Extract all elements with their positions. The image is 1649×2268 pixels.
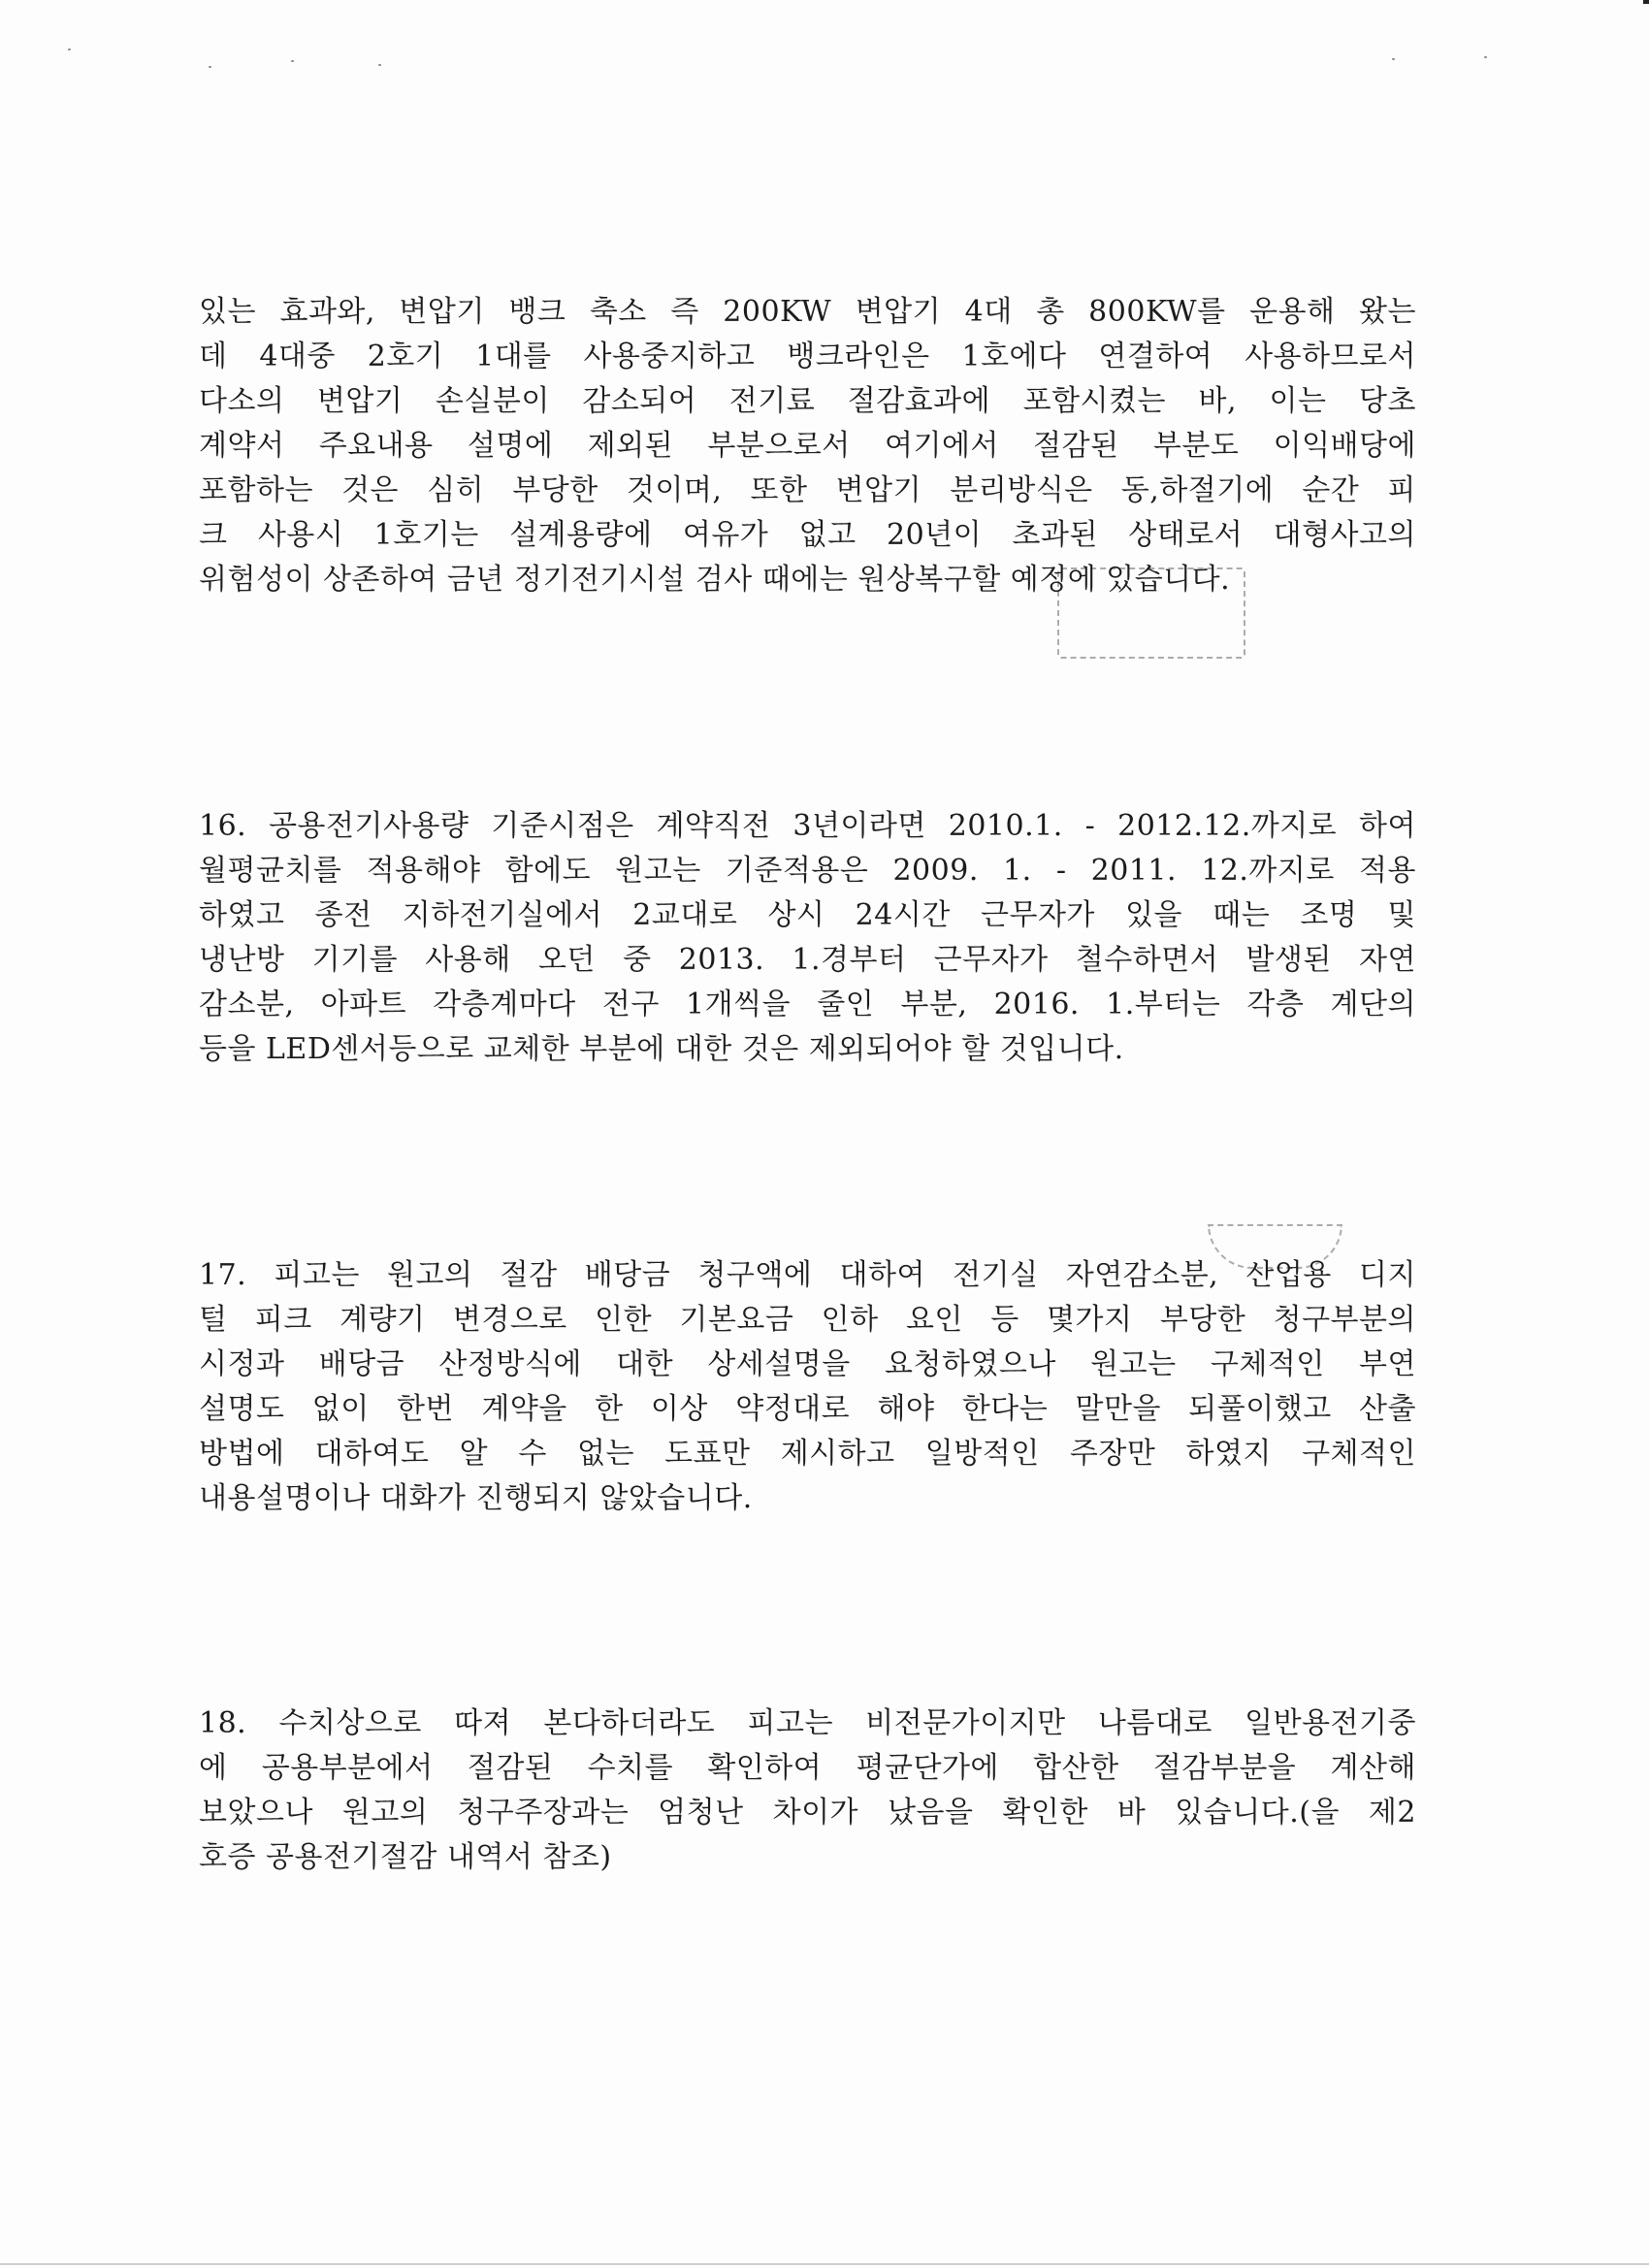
text-line: 18. 수치상으로 따져 본다하더라도 피고는 비전문가이지만 나름대로 일반용전기중 bbox=[199, 1706, 1416, 1740]
text-line: 호증 공용전기절감 내역서 참조) bbox=[199, 1840, 612, 1874]
text-line: 위험성이 상존하여 금년 정기전기시설 검사 때에는 원상복구할 예정에 있습니다. bbox=[199, 563, 1231, 597]
paragraph-17 bbox=[199, 1253, 1416, 1521]
text-line: 냉난방 기기를 사용해 오던 중 2013. 1.경부터 근무자가 철수하면서 발생된 자연 bbox=[199, 943, 1416, 977]
scan-speck bbox=[1484, 56, 1487, 58]
text-line: 계약서 주요내용 설명에 제외된 부분으로서 여기에서 절감된 부분도 이익배당에 bbox=[199, 429, 1416, 463]
text-line: 17. 피고는 원고의 절감 배당금 청구액에 대하여 전기실 자연감소분, 산업용 디지 bbox=[199, 1258, 1416, 1292]
scan-speck bbox=[68, 49, 71, 50]
text-line: 등을 LED센서등으로 교체한 부분에 대한 것은 제외되어야 할 것입니다. bbox=[199, 1032, 1124, 1066]
text-line: 방법에 대하여도 알 수 없는 도표만 제시하고 일방적인 주장만 하였지 구체적인 bbox=[199, 1437, 1416, 1471]
scan-speck bbox=[1392, 58, 1395, 60]
text-line: 하였고 종전 지하전기실에서 2교대로 상시 24시간 근무자가 있을 때는 조명 및 bbox=[199, 898, 1416, 932]
scan-edge-mark bbox=[1643, 0, 1649, 4]
text-line: 에 공용부분에서 절감된 수치를 확인하여 평균단가에 합산한 절감부분을 계산해 bbox=[199, 1751, 1416, 1785]
scan-bottom-edge bbox=[0, 2263, 1649, 2265]
text-line: 크 사용시 1호기는 설계용량에 여유가 없고 20년이 초과된 상태로서 대형사고의 bbox=[199, 518, 1416, 552]
scan-speck bbox=[378, 64, 381, 66]
paragraph-continuation bbox=[199, 290, 1416, 602]
text-line: 다소의 변압기 손실분이 감소되어 전기료 절감효과에 포함시켰는 바, 이는 당초 bbox=[199, 384, 1416, 418]
text-line: 시정과 배당금 산정방식에 대한 상세설명을 요청하였으나 원고는 구체적인 부연 bbox=[199, 1347, 1416, 1381]
scan-speck bbox=[291, 60, 294, 62]
text-line: 월평균치를 적용해야 함에도 원고는 기준적용은 2009. 1. - 2011. 12.까지로 적용 bbox=[199, 854, 1416, 888]
text-line: 설명도 없이 한번 계약을 한 이상 약정대로 해야 한다는 말만을 되풀이했고 산출 bbox=[199, 1392, 1416, 1426]
text-line: 보았으나 원고의 청구주장과는 엄청난 차이가 났음을 확인한 바 있습니다.(을 제2 bbox=[199, 1796, 1416, 1830]
text-line: 내용설명이나 대화가 진행되지 않았습니다. bbox=[199, 1481, 753, 1515]
text-line: 16. 공용전기사용량 기준시점은 계약직전 3년이라면 2010.1. - 2012.12.까지로 하여 bbox=[199, 809, 1416, 843]
text-line: 데 4대중 2호기 1대를 사용중지하고 뱅크라인은 1호에다 연결하여 사용하므로서 bbox=[199, 340, 1416, 373]
text-line: 감소분, 아파트 각층계마다 전구 1개씩을 줄인 부분, 2016. 1.부터는 각층 계단의 bbox=[199, 988, 1416, 1021]
text-line: 있는 효과와, 변압기 뱅크 축소 즉 200KW 변압기 4대 총 800KW를 운용해 왔는 bbox=[199, 295, 1416, 329]
text-line: 포함하는 것은 심히 부당한 것이며, 또한 변압기 분리방식은 동,하절기에 순간 피 bbox=[199, 473, 1416, 507]
paragraph-18 bbox=[199, 1701, 1416, 1880]
paragraph-16 bbox=[199, 804, 1416, 1072]
text-line: 털 피크 계량기 변경으로 인한 기본요금 인하 요인 등 몇가지 부당한 청구부분의 bbox=[199, 1303, 1416, 1337]
scan-speck bbox=[209, 66, 211, 68]
